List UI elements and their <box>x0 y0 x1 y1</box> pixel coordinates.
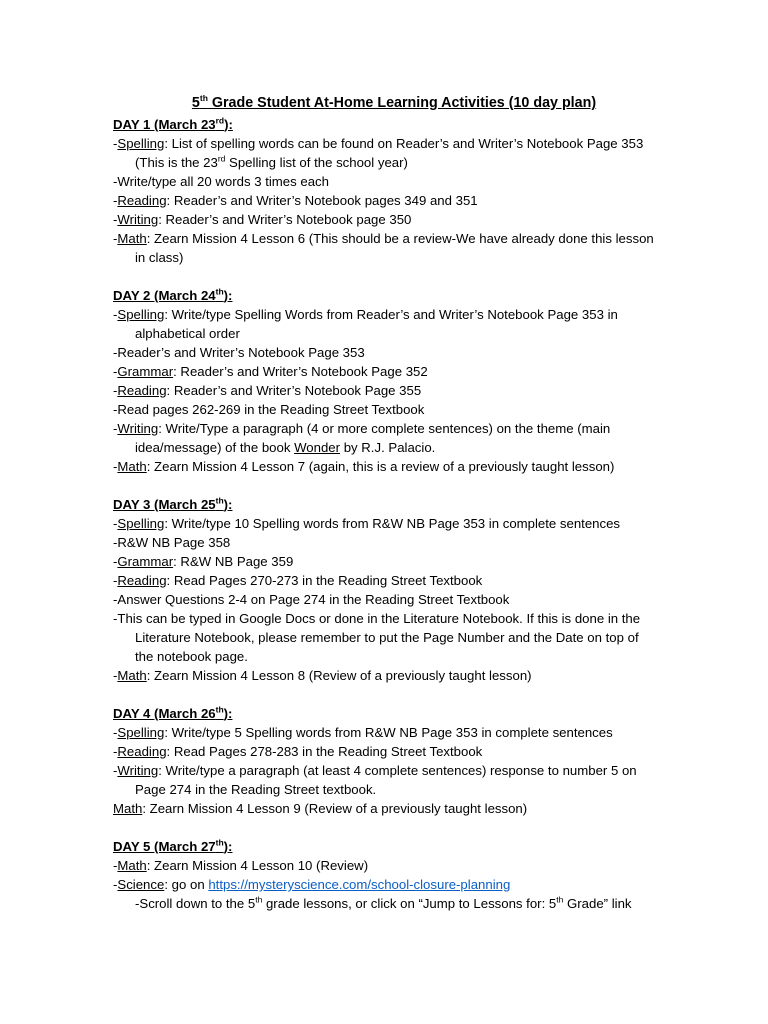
activity-note: (This is the 23rd Spelling list of the school year) <box>135 153 408 170</box>
activity-science: -Science: go on https://mysteryscience.com/school-closure-planning <box>113 877 511 892</box>
day-1-section <box>113 115 763 267</box>
activity-math: -Math: Zearn Mission 4 Lesson 8 (Review of a previously taught lesson) <box>113 668 532 683</box>
activity-rw-page: -R&W NB Page 358 <box>113 535 231 550</box>
activity-note: -This can be typed in Google Docs or done in the Literature Notebook. If this is done in the <box>113 611 641 626</box>
day-heading: DAY 1 (March 23rd): <box>113 115 233 132</box>
title-superscript: th <box>199 93 208 104</box>
activity-writing: -Writing: Write/Type a paragraph (4 or more complete sentences) on the theme (main <box>113 421 611 436</box>
activity-math: -Math: Zearn Mission 4 Lesson 10 (Review) <box>113 858 369 873</box>
activity-math: -Math: Zearn Mission 4 Lesson 6 (This should be a review-We have already done this lesson <box>113 231 654 246</box>
day-heading: DAY 3 (March 25th): <box>113 495 233 512</box>
activity-reading: -Reading: Reader’s and Writer’s Notebook pages 349 and 351 <box>113 193 478 208</box>
activity-spelling: -Spelling: Write/type Spelling Words from Reader’s and Writer’s Notebook Page 353 in <box>113 307 618 322</box>
activity-scroll-note: -Scroll down to the 5th grade lessons, or click on “Jump to Lessons for: 5th Grade” link <box>135 894 632 911</box>
day-heading: DAY 5 (March 27th): <box>113 837 233 854</box>
day-heading: DAY 4 (March 26th): <box>113 704 233 721</box>
activity-math: Math: Zearn Mission 4 Lesson 9 (Review of a previously taught lesson) <box>113 801 528 816</box>
activity-answer: -Answer Questions 2-4 on Page 274 in the Reading Street Textbook <box>113 592 510 607</box>
activity-reading: -Reading: Read Pages 270-273 in the Reading Street Textbook <box>113 573 483 588</box>
activity-note-continued: Literature Notebook, please remember to put the Page Number and the Date on top of <box>135 630 639 645</box>
title-text-rest: Grade Student At-Home Learning Activities (10 day plan) <box>207 95 597 111</box>
activity-grammar: -Grammar: R&W NB Page 359 <box>113 554 294 569</box>
activity-spelling: -Spelling: Write/type 10 Spelling words from R&W NB Page 353 in complete sentences <box>113 516 621 531</box>
day-3-section <box>113 495 763 685</box>
activity-writing: -Writing: Reader’s and Writer’s Notebook page 350 <box>113 212 412 227</box>
activity-read-pages: -Read pages 262-269 in the Reading Street Textbook <box>113 402 425 417</box>
day-heading: DAY 2 (March 24th): <box>113 286 233 303</box>
activity-math-continued: in class) <box>135 250 184 265</box>
activity-reading: -Reading: Reader’s and Writer’s Notebook Page 355 <box>113 383 422 398</box>
activity-reading: -Reading: Read Pages 278-283 in the Reading Street Textbook <box>113 744 483 759</box>
activity-rw-page: -Reader’s and Writer’s Notebook Page 353 <box>113 345 365 360</box>
activity-math: -Math: Zearn Mission 4 Lesson 7 (again, this is a review of a previously taught lesson) <box>113 459 615 474</box>
document-body <box>113 115 763 913</box>
activity-write-type: -Write/type all 20 words 3 times each <box>113 174 329 189</box>
activity-writing-continued: idea/message) of the book Wonder by R.J. Palacio. <box>135 440 436 455</box>
activity-grammar: -Grammar: Reader’s and Writer’s Notebook Page 352 <box>113 364 428 379</box>
day-4-section <box>113 704 763 818</box>
book-title: Wonder <box>294 440 341 455</box>
document-title <box>0 95 768 111</box>
day-2-section <box>113 286 763 476</box>
activity-writing: -Writing: Write/type a paragraph (at least 4 complete sentences) response to number 5 on <box>113 763 637 778</box>
activity-note-continued: the notebook page. <box>135 649 248 664</box>
mysteryscience-link[interactable]: https://mysteryscience.com/school-closure-planning <box>208 877 511 892</box>
day-5-section <box>113 837 763 913</box>
activity-spelling: -Spelling: List of spelling words can be found on Reader’s and Writer’s Notebook Page 353 <box>113 136 644 151</box>
activity-spelling: -Spelling: Write/type 5 Spelling words from R&W NB Page 353 in complete sentences <box>113 725 613 740</box>
activity-spelling-continued: alphabetical order <box>135 326 240 341</box>
title-text: 5 <box>191 95 200 111</box>
activity-writing-continued: Page 274 in the Reading Street textbook. <box>135 782 377 797</box>
